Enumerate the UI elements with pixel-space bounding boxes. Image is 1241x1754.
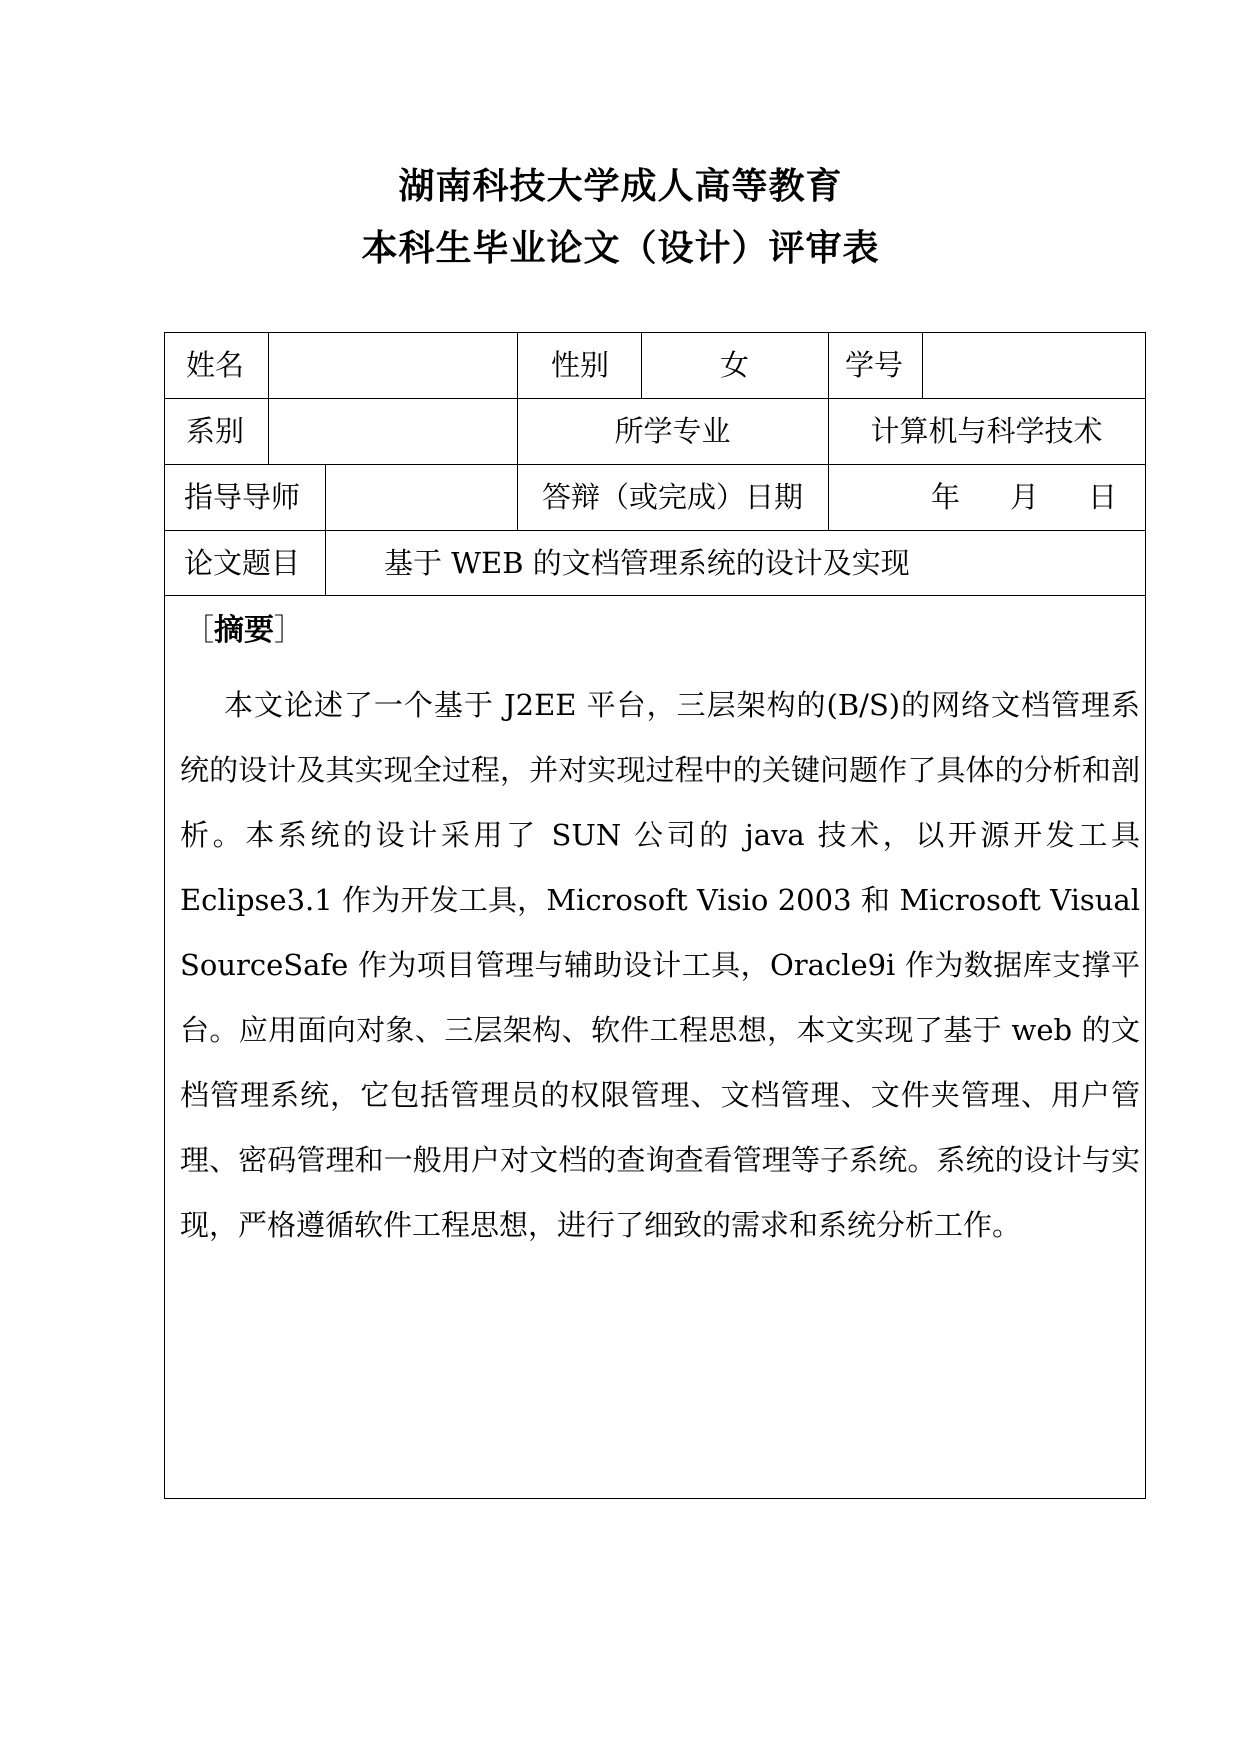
gender-label: 性别 (551, 348, 610, 382)
name-label: 姓名 (186, 348, 245, 382)
table-border-bottom (164, 1498, 1146, 1499)
table-column-divider (268, 398, 269, 464)
table-column-divider (828, 464, 829, 530)
department-label: 系别 (186, 414, 245, 448)
abstract-bracket-close: ］ (274, 613, 304, 648)
date-month-label: 月 (1010, 480, 1040, 514)
table-border-top (164, 332, 1146, 333)
table-column-divider (828, 332, 829, 398)
table-column-divider (325, 530, 326, 595)
table-column-divider (517, 332, 518, 398)
date-year-label: 年 (931, 480, 961, 514)
table-border-left (164, 332, 165, 1499)
table-row-divider (164, 530, 1146, 531)
major-value: 计算机与科学技术 (870, 414, 1103, 448)
abstract-heading-text: 摘要 (214, 613, 274, 648)
table-row-divider (164, 464, 1146, 465)
major-label: 所学专业 (614, 414, 731, 448)
advisor-label: 指导导师 (184, 480, 301, 514)
table-row-divider (164, 595, 1146, 596)
table-column-divider (325, 464, 326, 530)
date-day-label: 日 (1088, 480, 1118, 514)
defense-date-label: 答辩（或完成）日期 (541, 480, 803, 514)
table-border-right (1145, 332, 1146, 1499)
abstract-heading (184, 614, 304, 648)
table-row-divider (164, 398, 1146, 399)
gender-value: 女 (719, 348, 749, 382)
abstract-text: 本文论述了一个基于 J2EE 平台，三层架构的(B/S)的网络文档管理系统的设计及其实现全过程，并对实现过程中的关键问题作了具体的分析和剖析。本系统的设计采用了 SUN 公司的 java 技术，以开源开发工具 Eclipse3.1 作为开发工具，Microsoft Visio 2003 和 Microsoft Visual SourceSafe 作为项目管理与辅助设计工具，Oracle9i 作为数据库支撑平台。应用面向对象、三层架构、软件工程思想，本文实现了基于 web 的文档管理系统，它包括管理员的权限管理、文档管理、文件夹管理、用户管理、密码管理和一般用户对文档的查询查看管理等子系统。系统的设计与实现，严格遵循软件工程思想，进行了细致的需求和系统分析工作。 (180, 688, 1140, 1242)
table-column-divider (268, 332, 269, 398)
abstract-bracket-open: ［ (184, 613, 214, 648)
student-id-label: 学号 (845, 348, 904, 382)
document-title: 湖南科技大学成人高等教育 (398, 166, 843, 207)
thesis-title-value: 基于 WEB 的文档管理系统的设计及实现 (384, 546, 910, 580)
document-subtitle: 本科生毕业论文（设计）评审表 (361, 228, 880, 269)
table-column-divider (922, 332, 923, 398)
thesis-title-label: 论文题目 (184, 546, 301, 580)
